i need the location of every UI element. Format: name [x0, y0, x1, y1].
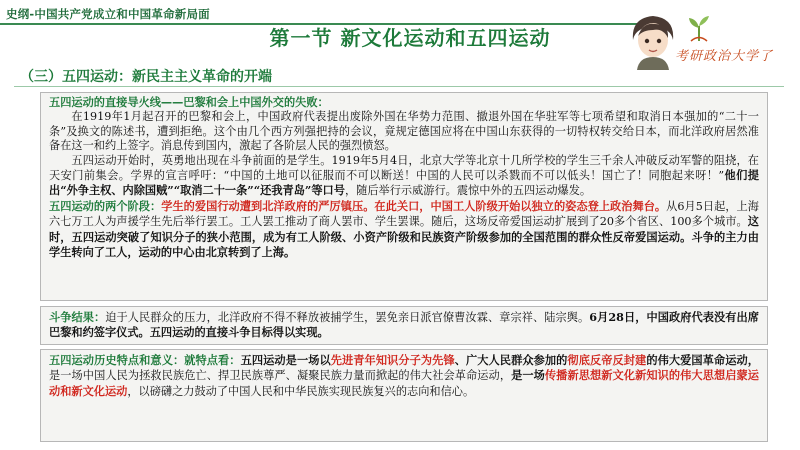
page-title: 第一节 新文化运动和五四运动	[269, 26, 551, 50]
two-stages-paragraph	[49, 199, 759, 261]
enlightenment-highlight: 传播新思想新文化新知识的伟大思想启蒙运动和新文化运动	[49, 368, 759, 398]
result-text: 迫于人民群众的压力，北洋政府不得不释放被捕学生，罢免亲日派官僚曹汝霖、章宗祥、陆宗舆。	[105, 311, 590, 324]
brand-name: 考研政治大学了	[675, 49, 774, 64]
significance-text-1: 五四运动是一场以	[240, 353, 331, 367]
result-label: 斗争结果：	[49, 311, 106, 324]
significance-label: 五四运动历史特点和意义：	[49, 354, 185, 367]
result-paragraph	[49, 310, 759, 341]
outbreak-tail-text: ，随后举行示威游行。震惊中外的五四运动爆发。	[344, 184, 592, 198]
shift-summary-text: 这时，五四运动突破了知识分子的狭小范围，成为有工人阶级、小资产阶级和民族资产阶级参加的全国范围的群众性反帝爱国运动。斗争的主力由学生转向了工人，运动的中心由北京转到了上海。	[49, 214, 759, 260]
section-divider	[14, 86, 784, 87]
result-bold-text: 6月28日，中国政府代表没有出席巴黎和约签字仪式。五四运动的直接斗争目标得以实现。	[49, 310, 759, 340]
two-stages-label: 五四运动的两个阶段：	[49, 199, 162, 213]
brand-logo	[615, 8, 795, 68]
content-box-trigger-and-stages	[40, 92, 768, 301]
content-box-result	[40, 306, 768, 345]
slogans-text: 他们提出“外争主权、内除国贼”“取消二十一条”“还我青岛”等口号	[49, 168, 759, 198]
course-outline-title: 史纲-中国共产党成立和中国革命新局面	[6, 7, 210, 21]
significance-text-2: 、广大人民群众参加的	[454, 353, 568, 367]
significance-text-6: ，以磅礴之力鼓动了中国人民和中华民族实现民族复兴的志向和信心。	[127, 384, 475, 398]
significance-text-5: 是一场	[511, 368, 545, 383]
may-fourth-outbreak-paragraph	[49, 154, 759, 199]
anti-imperialism-highlight: 彻底反帝反封建	[567, 353, 647, 367]
significance-text-3: 的伟大爱国革命运动，	[646, 353, 759, 367]
presenter-avatar-icon	[625, 10, 681, 70]
working-class-highlight: 学生的爱国行动遭到北洋政府的严厉镇压。在此关口，中国工人阶级开始以独立的姿态登上政治舞台。	[161, 198, 667, 213]
vanguard-highlight: 先进青年知识分子为先锋	[330, 353, 455, 367]
strike-text: 从6月5日起，上海六七万工人为声援学生先后举行罢工。工人罢工推动了商人罢市、学生罢课。随后，这场反帝爱国运动扩展到了20多个省区、100多个城市。	[49, 199, 759, 229]
box1-label: 五四运动的直接导火线——巴黎和会上中国外交的失败：	[49, 96, 329, 109]
outbreak-text: 五四运动开始时，英勇地出现在斗争前面的是学生。1919年5月4日，北京大学等北京十几所学校的学生三千余人冲破反动军警的阻挠，在天安门前集会。学界的宣言呼吁：“中国的土地可以征服而不可以断送！中国的人民可以杀戮而不可以低头！国亡了！同胞起来呀！”	[49, 153, 759, 183]
section-heading: （三）五四运动：新民主主义革命的开端	[20, 69, 272, 85]
paris-conference-paragraph: 在1919年1月起召开的巴黎和会上，中国政府代表提出废除外国在华势力范围、撤退外国在华驻军等七项希望和取消日本强加的“二十一条”及换文的陈述书，遭到拒绝。这个由几个西方列强把持的会议，竟规定德国应将在中国山东获得的一切特权转交给日本，而北洋政府居然准备在这一和约上签字。消息传到国内，激起了各阶层人民的强烈愤怒。	[49, 110, 759, 153]
significance-hint: 就特点看：	[184, 354, 241, 367]
significance-paragraph	[49, 353, 759, 399]
sprout-logo-icon	[685, 14, 713, 42]
content-box-significance	[40, 349, 768, 442]
box1-label-line	[49, 96, 759, 110]
significance-text-4: 是一场中国人民为拯救民族危亡、捍卫民族尊严、凝聚民族力量而掀起的伟大社会革命运动，	[49, 369, 512, 383]
